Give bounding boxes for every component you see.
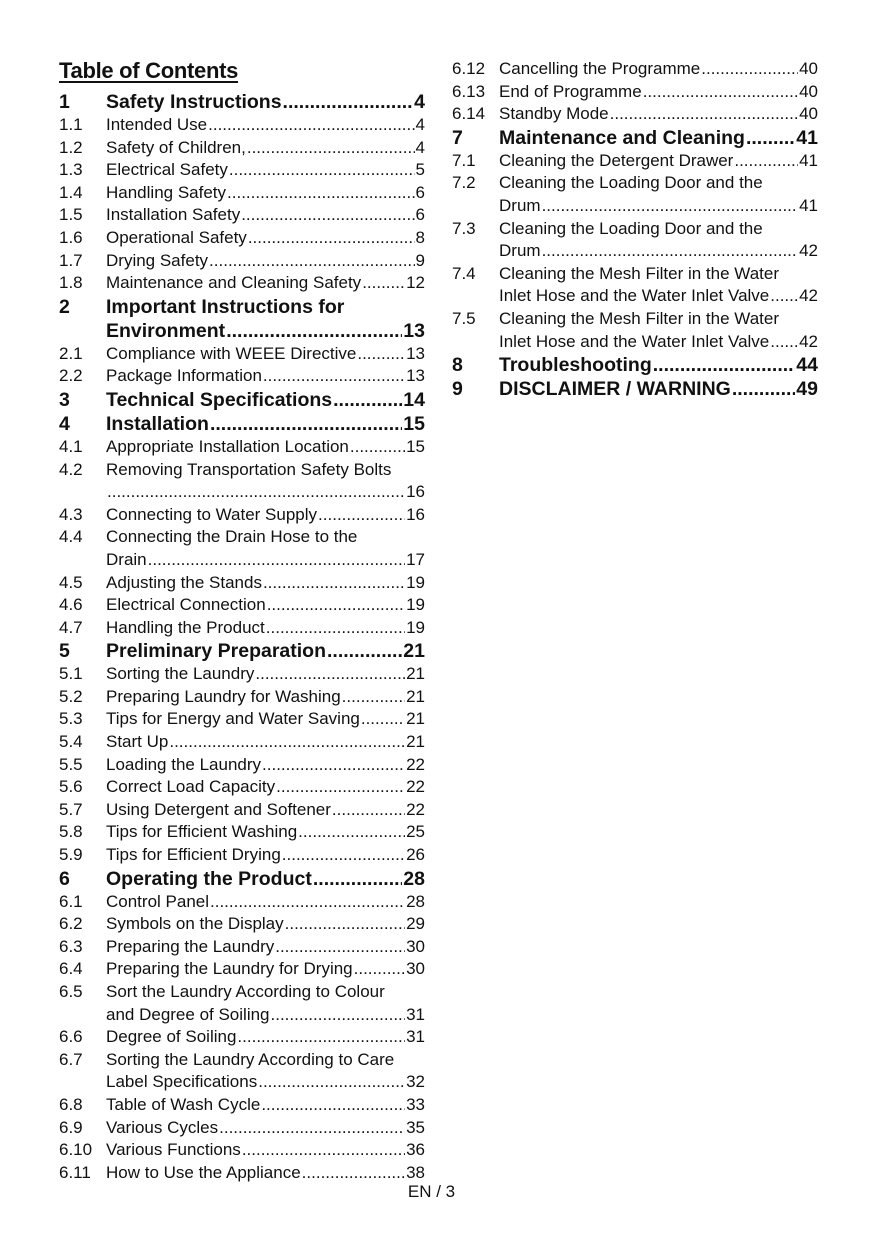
toc-entry-title: Handling Safety: [106, 182, 227, 202]
toc-entry-title: Degree of Soiling: [106, 1027, 237, 1047]
dot-leader: [643, 81, 798, 104]
toc-entry-number: 6.2: [59, 914, 83, 934]
toc-entry-number: 5.7: [59, 799, 83, 819]
toc-entry-number: 4: [59, 412, 70, 435]
toc-entry-title: Using Detergent and Softener: [106, 799, 331, 819]
toc-entry-page-number: 16: [406, 504, 425, 524]
toc-subsection-entry[interactable]: [59, 1049, 425, 1094]
toc-subsection-entry[interactable]: [59, 1094, 425, 1117]
toc-entry-title: Various Functions: [106, 1140, 241, 1160]
dot-leader: [732, 377, 795, 401]
toc-section-entry[interactable]: [59, 867, 425, 891]
toc-entry-number: 6.14: [452, 104, 486, 124]
dot-leader: [267, 594, 405, 617]
toc-entry-number: 1.1: [59, 115, 83, 134]
toc-entry-page-number: 49: [796, 378, 818, 401]
toc-entry-number: 6: [59, 867, 70, 890]
toc-entry-title: Table of Wash Cycle: [106, 1094, 261, 1114]
toc-entry-page-number: 19: [406, 595, 425, 615]
toc-entry-page-number: 13: [403, 319, 425, 342]
toc-entry-number: 1.4: [59, 182, 83, 202]
dot-leader: [610, 103, 798, 126]
toc-entry-title: Operational Safety: [106, 227, 247, 247]
toc-subsection-entry[interactable]: [59, 936, 425, 959]
toc-subsection-entry[interactable]: [59, 776, 425, 799]
toc-entry-page-number: 13: [406, 366, 425, 386]
toc-entry-page-number: 41: [799, 195, 818, 215]
toc-subsection-entry[interactable]: [59, 114, 425, 137]
toc-entry-title: Electrical Connection: [106, 595, 266, 615]
toc-entry-title: Appropriate Installation Location: [106, 436, 349, 456]
toc-subsection-entry[interactable]: [59, 250, 425, 273]
toc-subsection-entry[interactable]: [59, 958, 425, 981]
dot-leader: [219, 1117, 405, 1140]
toc-entry-number: 6.13: [452, 81, 486, 101]
toc-entry-title-line: Important Instructions for: [106, 295, 345, 318]
toc-entry-title: Maintenance and Cleaning: [499, 126, 745, 149]
toc-entry-number: 4.4: [59, 527, 83, 547]
dot-leader: [247, 137, 415, 160]
toc-entry-page-number: 33: [406, 1094, 425, 1114]
toc-entry-title: DISCLAIMER / WARNING: [499, 378, 731, 401]
toc-entry-number: 5.8: [59, 822, 83, 842]
toc-entry-number: 5: [59, 640, 70, 663]
toc-entry-number: 1.6: [59, 227, 83, 247]
toc-entry-number: 7: [452, 126, 463, 149]
toc-left-column: [59, 90, 425, 1184]
toc-entry-number: 7.5: [452, 308, 476, 328]
dot-leader: [169, 731, 405, 754]
toc-entry-number: 5.6: [59, 777, 83, 797]
toc-subsection-entry[interactable]: [59, 708, 425, 731]
toc-right-column: [452, 58, 818, 401]
toc-entry-title: Package Information: [106, 366, 262, 386]
toc-entry-title: Standby Mode: [499, 104, 609, 124]
toc-subsection-entry[interactable]: [59, 844, 425, 867]
toc-entry-page-number: 41: [799, 150, 818, 170]
toc-entry-title-line: Cleaning the Loading Door and the: [499, 218, 763, 238]
toc-subsection-entry[interactable]: [59, 754, 425, 777]
dot-leader: [342, 686, 405, 709]
toc-subsection-entry[interactable]: [59, 913, 425, 936]
toc-entry-title: Maintenance and Cleaning Safety: [106, 273, 362, 293]
toc-entry-number: 6.6: [59, 1027, 83, 1047]
dot-leader: [248, 227, 415, 250]
toc-entry-page-number: 30: [406, 936, 425, 956]
toc-entry-page-number: 21: [406, 732, 425, 752]
toc-entry-number: 5.1: [59, 664, 83, 684]
toc-subsection-entry[interactable]: [59, 272, 425, 295]
toc-entry-number: 1: [59, 91, 70, 113]
toc-entry-title: Drying Safety: [106, 250, 209, 270]
toc-subsection-entry[interactable]: [59, 459, 425, 504]
toc-subsection-entry[interactable]: [59, 891, 425, 914]
toc-section-entry[interactable]: [59, 639, 425, 663]
toc-entry-title: Various Cycles: [106, 1117, 219, 1137]
toc-subsection-entry[interactable]: [59, 731, 425, 754]
toc-entry-number: 6.7: [59, 1049, 83, 1069]
toc-entry-page-number: 36: [406, 1140, 425, 1160]
toc-entry-title: Inlet Hose and the Water Inlet Valve: [499, 286, 770, 306]
dot-leader: [229, 159, 415, 182]
toc-entry-title: Technical Specifications: [106, 388, 333, 411]
toc-entry-page-number: 41: [796, 126, 818, 149]
dot-leader: [770, 285, 798, 308]
toc-section-entry[interactable]: [59, 412, 425, 436]
dot-leader: [282, 844, 405, 867]
toc-subsection-entry[interactable]: [59, 1026, 425, 1049]
toc-entry-title: Tips for Efficient Washing: [106, 822, 298, 842]
page-title: Table of Contents: [59, 58, 239, 83]
toc-entry-number: 4.3: [59, 504, 83, 524]
toc-subsection-entry[interactable]: [59, 504, 425, 527]
toc-entry-title: Tips for Energy and Water Saving: [106, 709, 360, 729]
dot-leader: [333, 388, 402, 412]
toc-entry-page-number: 14: [403, 388, 425, 411]
toc-entry-title: Drain: [106, 549, 147, 569]
dot-leader: [313, 867, 402, 891]
toc-entry-page-number: 13: [406, 343, 425, 363]
toc-entry-number: 6.12: [452, 59, 486, 78]
dot-leader: [275, 936, 405, 959]
toc-entry-title: Control Panel: [106, 891, 210, 911]
toc-entry-number: 6.5: [59, 982, 83, 1001]
dot-leader: [542, 195, 799, 218]
dot-leader: [276, 776, 405, 799]
toc-entry-number: 4.5: [59, 572, 83, 592]
toc-entry-page-number: 42: [799, 331, 818, 351]
dot-leader: [734, 150, 798, 173]
toc-entry-page-number: 21: [406, 664, 425, 684]
toc-entry-number: 7.4: [452, 263, 476, 283]
dot-leader: [746, 126, 795, 150]
toc-entry-number: 2: [59, 295, 70, 318]
toc-entry-page-number: 9: [415, 250, 425, 270]
toc-entry-page-number: 40: [799, 104, 818, 124]
toc-subsection-entry[interactable]: [452, 172, 818, 217]
toc-entry-title: Preparing the Laundry: [106, 936, 275, 956]
toc-subsection-entry[interactable]: [452, 58, 818, 81]
toc-entry-title: Drum: [499, 241, 541, 261]
toc-entry-number: 4.1: [59, 436, 83, 456]
toc-entry-title: Handling the Product: [106, 617, 265, 637]
toc-subsection-entry[interactable]: [452, 103, 818, 126]
toc-entry-page-number: 42: [799, 241, 818, 261]
dot-leader: [241, 204, 414, 227]
toc-entry-page-number: 40: [799, 59, 818, 78]
toc-entry-page-number: 19: [406, 572, 425, 592]
toc-subsection-entry[interactable]: [59, 227, 425, 250]
toc-entry-page-number: 30: [406, 959, 425, 979]
toc-entry-number: 6.4: [59, 959, 83, 979]
toc-entry-title: Connecting to Water Supply: [106, 504, 318, 524]
dot-leader: [258, 1071, 405, 1094]
toc-entry-title: Safety of Children,: [106, 137, 246, 157]
toc-entry-title-line: Sorting the Laundry According to Care: [106, 1049, 395, 1069]
toc-entry-page-number: 4: [414, 91, 425, 113]
toc-entry-page-number: 44: [796, 354, 818, 377]
dot-leader: [361, 708, 405, 731]
toc-entry-number: 4.2: [59, 459, 83, 479]
toc-entry-number: 7.2: [452, 173, 476, 193]
toc-entry-title: Preliminary Preparation: [106, 640, 327, 663]
toc-entry-title: Label Specifications: [106, 1072, 258, 1092]
toc-entry-number: 8: [452, 354, 463, 377]
dot-leader: [283, 90, 414, 114]
toc-entry-title: Preparing the Laundry for Drying: [106, 959, 353, 979]
toc-entry-number: 1.3: [59, 160, 83, 180]
toc-subsection-entry[interactable]: [59, 343, 425, 366]
toc-entry-number: 7.1: [452, 150, 476, 170]
dot-leader: [362, 272, 405, 295]
toc-subsection-entry[interactable]: [59, 526, 425, 571]
toc-entry-title-line: Cleaning the Mesh Filter in the Water: [499, 308, 779, 328]
toc-entry-title: Adjusting the Stands: [106, 572, 262, 592]
dot-leader: [701, 58, 798, 81]
toc-entry-title: Installation Safety: [106, 205, 241, 225]
dot-leader: [327, 639, 402, 663]
toc-entry-page-number: 32: [406, 1072, 425, 1092]
toc-entry-page-number: 21: [406, 686, 425, 706]
dot-leader: [653, 353, 796, 377]
toc-entry-page-number: 40: [799, 81, 818, 101]
toc-entry-title: Correct Load Capacity: [106, 777, 276, 797]
toc-entry-page-number: 35: [406, 1117, 425, 1137]
toc-entry-title: Start Up: [106, 732, 169, 752]
dot-leader: [263, 572, 405, 595]
toc-entry-page-number: 31: [406, 1027, 425, 1047]
toc-entry-page-number: 22: [406, 777, 425, 797]
dot-leader: [148, 549, 405, 572]
toc-entry-page-number: 4: [415, 137, 425, 157]
toc-entry-title: Inlet Hose and the Water Inlet Valve: [499, 331, 770, 351]
toc-section-entry[interactable]: [452, 377, 818, 401]
toc-subsection-entry[interactable]: [59, 1139, 425, 1162]
toc-entry-title: Compliance with WEEE Directive: [106, 343, 357, 363]
toc-entry-page-number: 29: [406, 914, 425, 934]
toc-entry-title: Cleaning the Detergent Drawer: [499, 150, 734, 170]
toc-entry-number: 1.7: [59, 250, 83, 270]
toc-entry-title: Cancelling the Programme: [499, 59, 701, 78]
toc-entry-number: 6.9: [59, 1117, 83, 1137]
toc-entry-title: Tips for Efficient Drying: [106, 845, 281, 865]
toc-entry-number: 1.8: [59, 273, 83, 293]
toc-entry-page-number: 19: [406, 617, 425, 637]
dot-leader: [357, 343, 405, 366]
toc-section-entry[interactable]: [59, 90, 425, 114]
toc-entry-title: How to Use the Appliance: [106, 1162, 301, 1182]
toc-entry-number: 4.7: [59, 617, 83, 637]
toc-subsection-entry[interactable]: [452, 263, 818, 308]
toc-entry-number: 1.2: [59, 137, 83, 157]
dot-leader: [242, 1139, 405, 1162]
toc-section-entry[interactable]: [452, 126, 818, 150]
dot-leader: [354, 958, 405, 981]
toc-subsection-entry[interactable]: [452, 81, 818, 104]
dot-leader: [237, 1026, 405, 1049]
toc-entry-page-number: 38: [406, 1162, 425, 1182]
toc-subsection-entry[interactable]: [59, 204, 425, 227]
toc-entry-number: 5.4: [59, 732, 83, 752]
toc-entry-title: Electrical Safety: [106, 160, 228, 180]
toc-entry-page-number: 21: [406, 709, 425, 729]
toc-entry-page-number: 22: [406, 754, 425, 774]
toc-entry-title: Drum: [499, 195, 541, 215]
dot-leader: [271, 1004, 406, 1027]
toc-subsection-entry[interactable]: [59, 1117, 425, 1140]
toc-entry-page-number: 8: [415, 227, 425, 247]
toc-entry-title: and Degree of Soiling: [106, 1004, 270, 1024]
toc-entry-title: Sorting the Laundry: [106, 664, 255, 684]
toc-entry-title: Intended Use: [106, 115, 208, 134]
dot-leader: [255, 663, 405, 686]
dot-leader: [302, 1162, 405, 1185]
toc-entry-number: 2.2: [59, 366, 83, 386]
toc-entry-page-number: 25: [406, 822, 425, 842]
toc-subsection-entry[interactable]: [452, 218, 818, 263]
toc-entry-page-number: 12: [406, 273, 425, 293]
toc-entry-title: Environment: [106, 319, 226, 342]
toc-subsection-entry[interactable]: [59, 663, 425, 686]
toc-entry-number: 6.3: [59, 936, 83, 956]
toc-entry-number: 9: [452, 378, 463, 401]
toc-entry-page-number: 28: [406, 891, 425, 911]
toc-entry-page-number: 5: [415, 160, 425, 180]
toc-subsection-entry[interactable]: [59, 182, 425, 205]
toc-subsection-entry[interactable]: [59, 572, 425, 595]
toc-entry-title-line: Connecting the Drain Hose to the: [106, 527, 358, 547]
toc-section-entry[interactable]: [452, 353, 818, 377]
dot-leader: [298, 821, 405, 844]
toc-entry-number: 6.8: [59, 1094, 83, 1114]
dot-leader: [209, 250, 414, 273]
dot-leader: [226, 319, 402, 343]
dot-leader: [208, 114, 414, 137]
toc-entry-number: 6.10: [59, 1140, 93, 1160]
dot-leader: [285, 913, 405, 936]
toc-section-entry[interactable]: [59, 295, 425, 343]
dot-leader: [262, 754, 405, 777]
toc-subsection-entry[interactable]: [59, 686, 425, 709]
dot-leader: [350, 436, 405, 459]
toc-entry-page-number: 21: [403, 640, 425, 663]
toc-entry-number: 5.5: [59, 754, 83, 774]
toc-entry-number: 7.3: [452, 218, 476, 238]
dot-leader: [210, 891, 405, 914]
dot-leader: [770, 331, 798, 354]
dot-leader: [318, 504, 405, 527]
toc-entry-page-number: 16: [406, 482, 425, 502]
toc-entry-number: 3: [59, 388, 70, 411]
toc-entry-page-number: 15: [403, 412, 425, 435]
toc-entry-page-number: 4: [415, 115, 425, 134]
toc-entry-title-line: Sort the Laundry According to Colour: [106, 982, 385, 1001]
toc-entry-title: Safety Instructions: [106, 91, 282, 113]
toc-entry-title: Symbols on the Display: [106, 914, 284, 934]
dot-leader: [263, 365, 405, 388]
dot-leader: [227, 182, 415, 205]
dot-leader: [261, 1094, 405, 1117]
toc-subsection-entry[interactable]: [59, 137, 425, 160]
toc-entry-page-number: 22: [406, 799, 425, 819]
toc-entry-number: 5.3: [59, 709, 83, 729]
toc-entry-page-number: 31: [406, 1004, 425, 1024]
dot-leader: [542, 240, 799, 263]
toc-entry-number: 5.2: [59, 686, 83, 706]
toc-entry-title: End of Programme: [499, 81, 642, 101]
toc-subsection-entry[interactable]: [59, 159, 425, 182]
toc-entry-number: 6.11: [59, 1162, 91, 1182]
toc-entry-page-number: 15: [406, 436, 425, 456]
dot-leader: [332, 799, 405, 822]
toc-subsection-entry[interactable]: [59, 1162, 425, 1185]
toc-entry-title: Troubleshooting: [499, 354, 652, 377]
toc-entry-number: 4.6: [59, 595, 83, 615]
toc-entry-page-number: 42: [799, 286, 818, 306]
toc-subsection-entry[interactable]: [452, 150, 818, 173]
toc-entry-page-number: 17: [406, 549, 425, 569]
toc-entry-title: Installation: [106, 412, 209, 435]
toc-subsection-entry[interactable]: [452, 308, 818, 353]
dot-leader: [210, 412, 402, 436]
toc-entry-title-line: Cleaning the Loading Door and the: [499, 173, 763, 193]
toc-entry-title: Preparing Laundry for Washing: [106, 686, 341, 706]
toc-entry-number: 6.1: [59, 891, 83, 911]
dot-leader: [107, 481, 405, 504]
toc-entry-number: 5.9: [59, 845, 83, 865]
toc-entry-page-number: 6: [415, 205, 425, 225]
toc-entry-page-number: 6: [415, 182, 425, 202]
toc-entry-number: 2.1: [59, 343, 83, 363]
toc-entry-page-number: 28: [403, 867, 425, 890]
toc-subsection-entry[interactable]: [59, 799, 425, 822]
toc-subsection-entry[interactable]: [59, 821, 425, 844]
toc-subsection-entry[interactable]: [59, 981, 425, 1026]
page-footer: EN / 3: [407, 1182, 456, 1201]
dot-leader: [266, 617, 405, 640]
toc-entry-title: Loading the Laundry: [106, 754, 262, 774]
toc-subsection-entry[interactable]: [59, 594, 425, 617]
toc-entry-title: Operating the Product: [106, 867, 312, 890]
toc-entry-title-line: Removing Transportation Safety Bolts: [106, 459, 392, 479]
toc-entry-page-number: 26: [406, 845, 425, 865]
toc-subsection-entry[interactable]: [59, 617, 425, 640]
toc-section-entry[interactable]: [59, 388, 425, 412]
toc-entry-title-line: Cleaning the Mesh Filter in the Water: [499, 263, 779, 283]
toc-entry-number: 1.5: [59, 205, 83, 225]
toc-subsection-entry[interactable]: [59, 365, 425, 388]
toc-subsection-entry[interactable]: [59, 436, 425, 459]
